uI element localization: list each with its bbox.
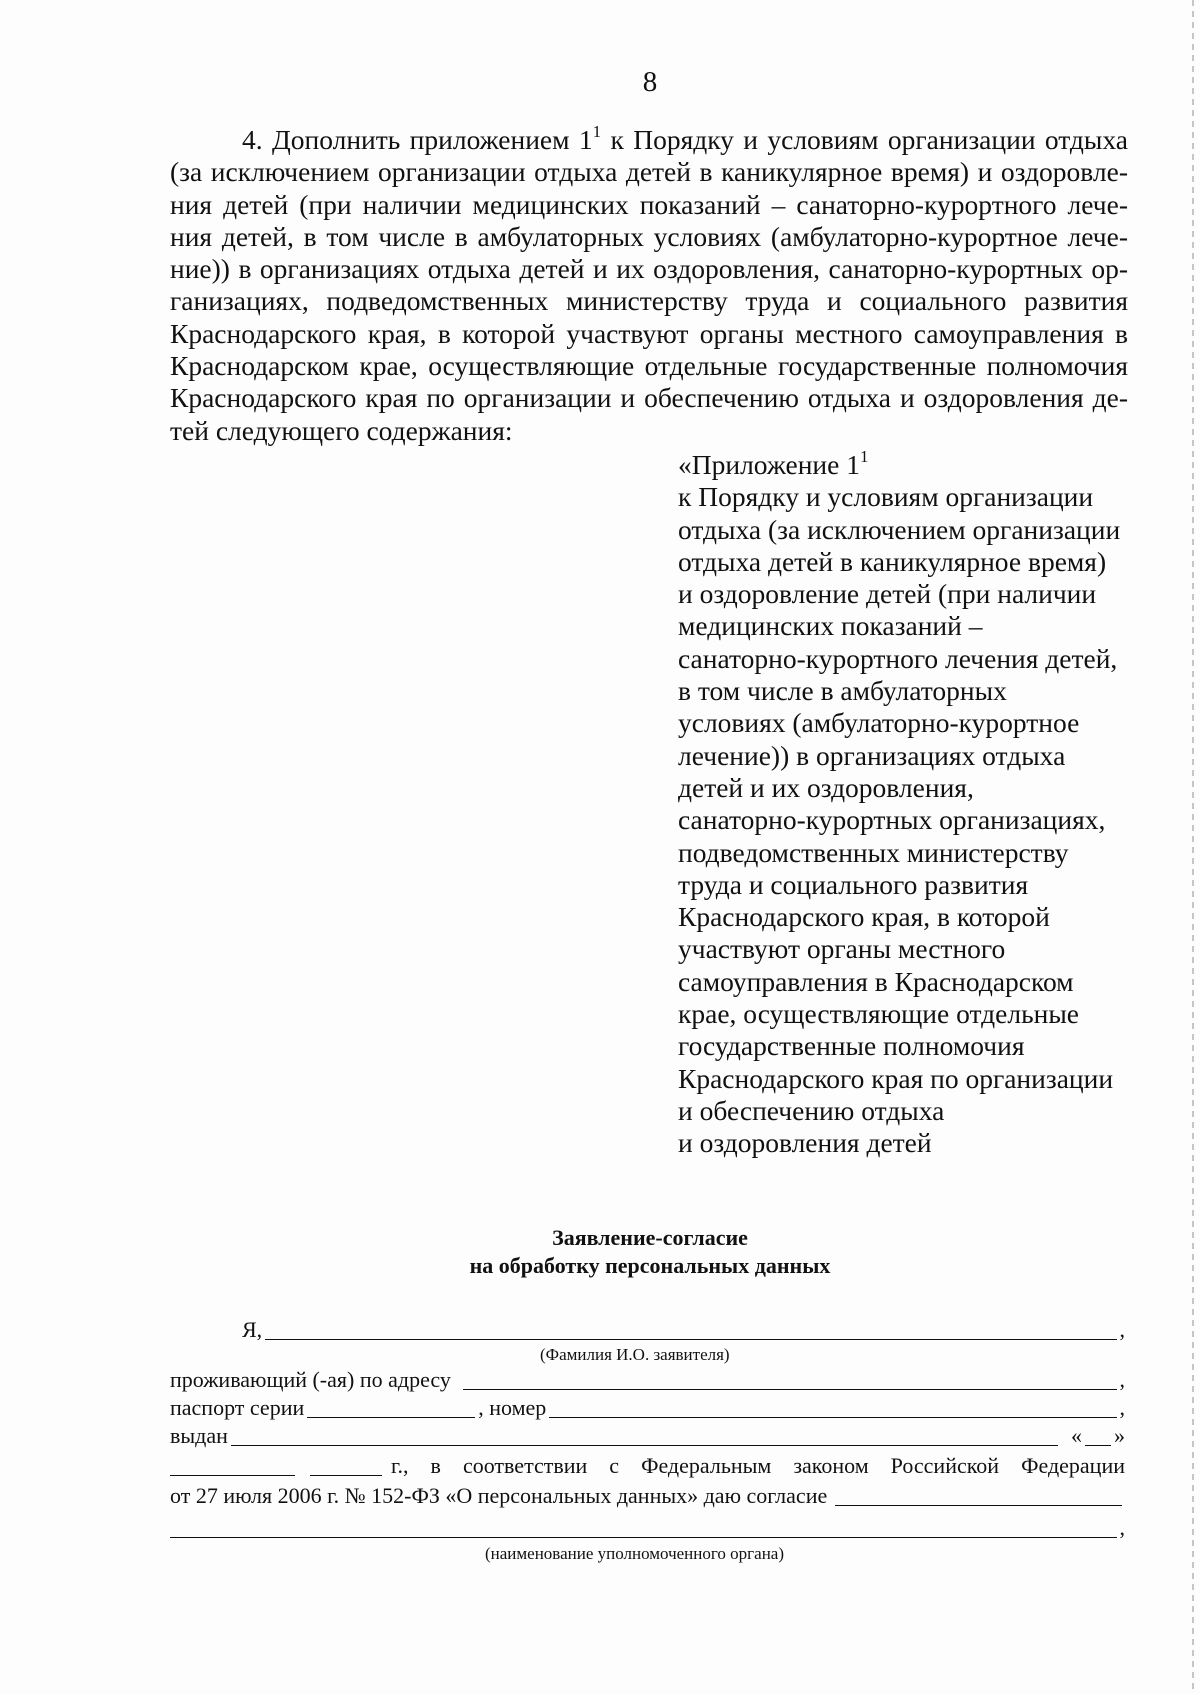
fio-row: [170, 1314, 1125, 1344]
issue-month-field[interactable]: [170, 1453, 295, 1476]
passport-series-label: паспорт серии: [170, 1395, 305, 1420]
consent-org-field[interactable]: [835, 1483, 1122, 1506]
amendment-line: 4. Дополнить приложением $1^1$ к Порядку и условиям организации отдыха: [242, 121, 1128, 155]
appendix-line: условиях (амбулаторно-курортное: [678, 707, 1080, 739]
amendment-line: Краснодарского края, в которой участвуют органы местного самоуправления в: [170, 317, 1128, 349]
address-label: проживающий (-ая) по адресу: [170, 1367, 451, 1392]
appendix-line: к Порядку и условиям организации: [678, 481, 1094, 513]
issue-year-field[interactable]: [310, 1453, 382, 1476]
appendix-line: отдыха (за исключением организации: [678, 513, 1121, 545]
superscript: 1: [592, 121, 602, 141]
amendment-line: Краснодарского края по организации и обеспечению отдыха и оздоровления де-: [170, 382, 1128, 414]
appendix-line: участвуют органы местного: [678, 933, 1006, 965]
appendix-line: Краснодарского края по организации: [678, 1062, 1114, 1094]
appendix-line: лечение)) в организациях отдыха: [678, 739, 1066, 771]
appendix-line: в том числе в амбулаторных: [678, 675, 1007, 707]
appendix-heading: «Приложение $1^1$: [678, 446, 869, 480]
appendix-header-block: [678, 446, 1138, 1160]
passport-row: [170, 1392, 1125, 1422]
appendix-line: крае, осуществляющие отдельные: [678, 998, 1080, 1030]
org-caption: (наименование уполномоченного органа): [485, 1544, 785, 1563]
quote-open: «: [1071, 1423, 1082, 1448]
passport-number-field[interactable]: [549, 1395, 1116, 1418]
amendment-line: ния детей (при наличии медицинских показаний – санаторно-курортного лече-: [170, 188, 1128, 220]
issued-row: [170, 1420, 1125, 1450]
appendix-line: отдыха детей в каникулярное время): [678, 545, 1107, 577]
quote-close: »: [1114, 1423, 1125, 1448]
law-text-line1: г., в соответствии с Федеральным законом Российской Федерации: [391, 1453, 1125, 1478]
law-text-line2: от 27 июля 2006 г. № 152-ФЗ «О персональных данных» даю согласие: [170, 1483, 828, 1508]
fio-field[interactable]: [265, 1317, 1116, 1340]
address-field[interactable]: [463, 1367, 1117, 1390]
appendix-line: санаторно-курортного лечения детей,: [678, 642, 1118, 674]
issue-day-field[interactable]: [1085, 1423, 1111, 1446]
amendment-line: (за исключением организации отдыха детей в каникулярное время) и оздоровле-: [170, 156, 1128, 188]
issued-by-field[interactable]: [231, 1423, 1058, 1446]
page-number: 8: [642, 66, 658, 98]
i-label: Я,: [242, 1317, 263, 1342]
appendix-line: государственные полномочия: [678, 1030, 1025, 1062]
amendment-line: Краснодарском крае, осуществляющие отдельные государственные полномочия: [170, 350, 1128, 382]
appendix-line: санаторно-курортных организациях,: [678, 804, 1106, 836]
form-subtitle: на обработку персональных данных: [469, 1253, 831, 1278]
comma: ,: [1119, 1367, 1125, 1392]
comma: ,: [1119, 1515, 1125, 1540]
appendix-line: Краснодарского края, в которой: [678, 901, 1050, 933]
passport-series-field[interactable]: [307, 1395, 475, 1418]
appendix-line: и оздоровления детей: [678, 1127, 932, 1159]
appendix-line: детей и их оздоровления,: [678, 771, 974, 803]
fio-caption: (Фамилия И.О. заявителя): [540, 1345, 730, 1364]
consent-org-field-continued[interactable]: [170, 1515, 1117, 1538]
appendix-line: самоуправления в Краснодарском: [678, 965, 1074, 997]
law-row: [170, 1480, 1125, 1510]
appendix-line: труда и социального развития: [678, 868, 1029, 900]
scan-edge-artifact: [1192, 0, 1194, 1694]
passport-number-label: , номер: [478, 1395, 547, 1420]
amendment-paragraph: [170, 121, 1128, 447]
amendment-line: ние)) в организациях отдыха детей и их оздоровления, санаторно-курортных ор-: [170, 253, 1128, 285]
comma: ,: [1119, 1395, 1125, 1420]
appendix-line: и оздоровление детей (при наличии: [678, 578, 1097, 610]
issued-label: выдан: [170, 1423, 228, 1448]
address-row: [170, 1364, 1125, 1394]
amendment-line: ганизациях, подведомственных министерству труда и социального развития: [170, 285, 1128, 317]
form-title: Заявление-согласие: [552, 1225, 748, 1250]
amendment-line: тей следующего содержания:: [170, 414, 513, 446]
appendix-line: медицинских показаний –: [678, 610, 983, 642]
superscript: 1: [859, 446, 869, 466]
appendix-line: и обеспечению отдыха: [678, 1094, 945, 1126]
amendment-line: ния детей, в том числе в амбулаторных условиях (амбулаторно-курортное лече-: [170, 220, 1128, 252]
appendix-line: подведомственных министерству: [678, 836, 1069, 868]
comma: ,: [1119, 1317, 1125, 1342]
issue-date-row: [170, 1450, 1125, 1480]
org-row: [170, 1512, 1125, 1542]
